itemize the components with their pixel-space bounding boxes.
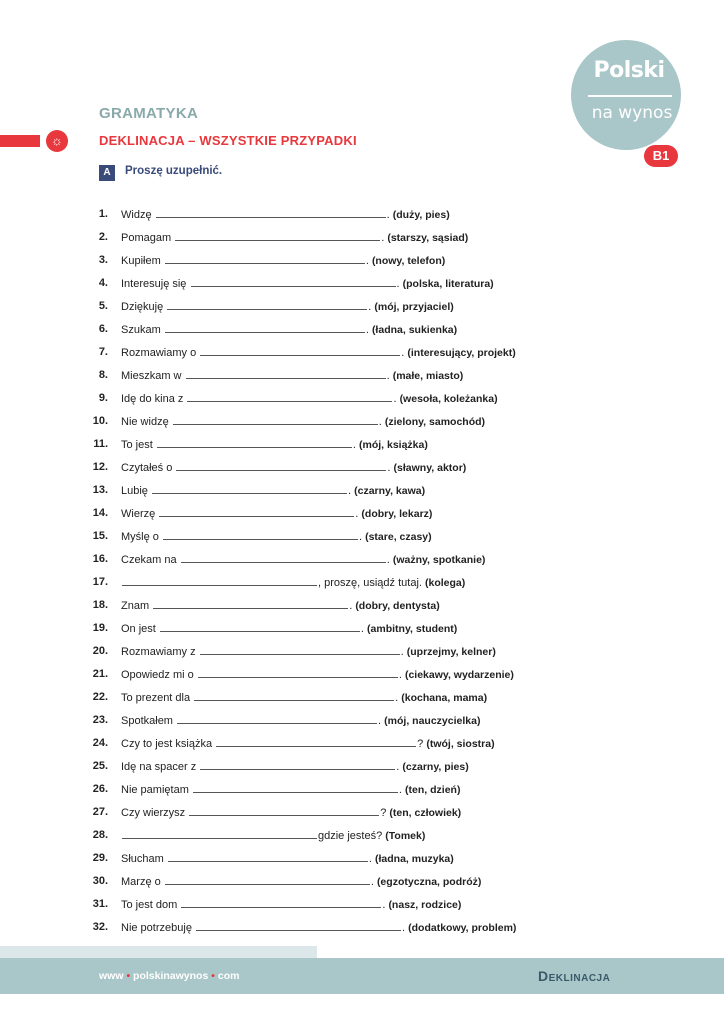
logo-subtitle: na wynos bbox=[591, 103, 673, 123]
exercise-hint: (czarny, kawa) bbox=[354, 485, 426, 497]
exercise-prompt: Szukam bbox=[121, 324, 161, 336]
exercise-sentence bbox=[121, 527, 432, 546]
answer-blank[interactable] bbox=[160, 619, 360, 632]
answer-blank[interactable] bbox=[163, 527, 358, 540]
task-letter-badge: A bbox=[99, 165, 115, 181]
exercise-item bbox=[0, 435, 724, 453]
exercise-item bbox=[0, 274, 724, 292]
exercise-hint: (małe, miasto) bbox=[392, 370, 464, 382]
exercise-prompt: To jest bbox=[121, 439, 153, 451]
exercise-prompt: Rozmawiamy z bbox=[121, 646, 196, 658]
exercise-sentence bbox=[121, 435, 428, 454]
exercise-ending: . bbox=[401, 347, 405, 359]
header-accent-bar bbox=[0, 135, 40, 147]
exercise-ending: ? bbox=[417, 738, 424, 750]
answer-blank[interactable] bbox=[177, 711, 377, 724]
exercise-hint: (ten, człowiek) bbox=[389, 807, 462, 819]
exercise-item bbox=[0, 573, 724, 591]
exercise-number: 25. bbox=[92, 760, 108, 772]
exercise-item bbox=[0, 366, 724, 384]
exercise-number: 1. bbox=[98, 208, 108, 220]
exercise-ending: . bbox=[386, 209, 390, 221]
answer-blank[interactable] bbox=[194, 688, 394, 701]
exercise-prompt: To prezent dla bbox=[121, 692, 191, 704]
exercise-item bbox=[0, 228, 724, 246]
exercise-number: 5. bbox=[98, 300, 108, 312]
exercise-hint: (polska, literatura) bbox=[402, 278, 494, 290]
exercise-hint: (interesujący, projekt) bbox=[407, 347, 516, 359]
answer-blank[interactable] bbox=[165, 251, 365, 264]
footer-topic: Deklinacja bbox=[538, 968, 611, 984]
exercise-number: 16. bbox=[92, 553, 108, 565]
answer-blank[interactable] bbox=[152, 481, 347, 494]
exercise-ending: . bbox=[386, 554, 390, 566]
exercise-number: 30. bbox=[92, 875, 108, 887]
exercise-sentence bbox=[121, 780, 460, 799]
answer-blank[interactable] bbox=[122, 573, 317, 586]
exercise-hint: (dodatkowy, problem) bbox=[408, 922, 517, 934]
answer-blank[interactable] bbox=[176, 458, 386, 471]
exercise-item bbox=[0, 527, 724, 545]
exercise-hint: (mój, nauczycielka) bbox=[384, 715, 481, 727]
exercise-sentence bbox=[121, 550, 485, 569]
exercise-sentence bbox=[121, 918, 516, 937]
answer-blank[interactable] bbox=[200, 343, 400, 356]
exercise-item bbox=[0, 619, 724, 637]
exercise-hint: (nasz, rodzice) bbox=[388, 899, 462, 911]
exercise-number: 12. bbox=[92, 461, 108, 473]
answer-blank[interactable] bbox=[156, 205, 386, 218]
exercise-number: 15. bbox=[92, 530, 108, 542]
exercise-hint: (kochana, mama) bbox=[401, 692, 488, 704]
exercise-item bbox=[0, 872, 724, 890]
answer-blank[interactable] bbox=[181, 895, 381, 908]
exercise-hint: (sławny, aktor) bbox=[393, 462, 467, 474]
exercise-number: 7. bbox=[98, 346, 108, 358]
exercise-hint: (egzotyczna, podróż) bbox=[376, 876, 482, 888]
exercise-item bbox=[0, 504, 724, 522]
answer-blank[interactable] bbox=[168, 849, 368, 862]
exercise-prompt: On jest bbox=[121, 623, 156, 635]
footer-dot-icon: • bbox=[126, 970, 131, 982]
exercise-item bbox=[0, 550, 724, 568]
exercise-sentence bbox=[121, 619, 457, 638]
logo-title: Polski bbox=[593, 58, 665, 83]
exercise-sentence bbox=[121, 895, 461, 914]
exercise-prompt: Widzę bbox=[121, 209, 152, 221]
exercise-number: 10. bbox=[92, 415, 108, 427]
exercise-sentence bbox=[121, 274, 494, 293]
exercise-item bbox=[0, 849, 724, 867]
answer-blank[interactable] bbox=[200, 642, 400, 655]
exercise-number: 24. bbox=[92, 737, 108, 749]
exercise-prompt: Dziękuję bbox=[121, 301, 164, 313]
exercise-sentence bbox=[121, 389, 498, 408]
exercise-number: 32. bbox=[92, 921, 108, 933]
exercise-ending: . bbox=[393, 393, 397, 405]
answer-blank[interactable] bbox=[216, 734, 416, 747]
exercise-sentence bbox=[121, 665, 514, 684]
exercise-sentence bbox=[121, 504, 432, 523]
exercise-hint: (ładna, muzyka) bbox=[374, 853, 454, 865]
exercise-ending: . bbox=[396, 278, 400, 290]
answer-blank[interactable] bbox=[122, 826, 317, 839]
answer-blank[interactable] bbox=[187, 389, 392, 402]
exercise-hint: (Tomek) bbox=[385, 830, 426, 842]
answer-blank[interactable] bbox=[181, 550, 386, 563]
exercise-prompt: Interesuję się bbox=[121, 278, 187, 290]
answer-blank[interactable] bbox=[173, 412, 378, 425]
exercise-number: 3. bbox=[98, 254, 108, 266]
exercise-prompt: Opowiedz mi o bbox=[121, 669, 194, 681]
exercise-ending: . bbox=[398, 784, 402, 796]
exercise-ending: . bbox=[395, 692, 399, 704]
exercise-number: 2. bbox=[98, 231, 108, 243]
exercise-number: 31. bbox=[92, 898, 108, 910]
exercise-hint: (dobry, dentysta) bbox=[355, 600, 440, 612]
exercise-sentence bbox=[121, 458, 466, 477]
exercise-ending: . bbox=[378, 715, 382, 727]
exercise-item bbox=[0, 711, 724, 729]
exercise-prompt: Spotkałem bbox=[121, 715, 173, 727]
footer-stripe bbox=[0, 946, 317, 958]
exercise-item bbox=[0, 803, 724, 821]
exercise-ending: gdzie jesteś? bbox=[318, 830, 383, 842]
exercise-item bbox=[0, 688, 724, 706]
exercise-ending: . bbox=[370, 876, 374, 888]
answer-blank[interactable] bbox=[175, 228, 380, 241]
exercise-sentence bbox=[121, 596, 440, 615]
exercise-hint: (ważny, spotkanie) bbox=[392, 554, 486, 566]
exercise-number: 17. bbox=[92, 576, 108, 588]
exercise-ending: . bbox=[360, 623, 364, 635]
exercise-item bbox=[0, 734, 724, 752]
exercise-number: 28. bbox=[92, 829, 108, 841]
exercise-ending: . bbox=[352, 439, 356, 451]
answer-blank[interactable] bbox=[153, 596, 348, 609]
exercise-prompt: Nie potrzebuję bbox=[121, 922, 192, 934]
exercise-hint: (dobry, lekarz) bbox=[361, 508, 433, 520]
exercise-sentence bbox=[121, 320, 457, 339]
exercise-prompt: Wierzę bbox=[121, 508, 156, 520]
exercise-prompt: Marzę o bbox=[121, 876, 161, 888]
exercise-number: 19. bbox=[92, 622, 108, 634]
exercise-hint: (nowy, telefon) bbox=[371, 255, 446, 267]
exercise-hint: (starszy, sąsiad) bbox=[387, 232, 469, 244]
answer-blank[interactable] bbox=[189, 803, 379, 816]
exercise-prompt: Pomagam bbox=[121, 232, 172, 244]
answer-blank[interactable] bbox=[186, 366, 386, 379]
exercise-ending: . bbox=[365, 324, 369, 336]
answer-blank[interactable] bbox=[165, 320, 365, 333]
exercise-prompt: Nie widzę bbox=[121, 416, 169, 428]
exercise-item bbox=[0, 895, 724, 913]
exercise-prompt: Idę na spacer z bbox=[121, 761, 197, 773]
exercise-sentence bbox=[121, 688, 487, 707]
exercise-sentence bbox=[121, 573, 465, 592]
exercise-hint: (ambitny, student) bbox=[367, 623, 458, 635]
exercise-ending: . bbox=[396, 761, 400, 773]
exercise-prompt: Czekam na bbox=[121, 554, 177, 566]
exercise-prompt: Znam bbox=[121, 600, 150, 612]
exercise-ending: . bbox=[347, 485, 352, 497]
exercise-hint: (wesoła, koleżanka) bbox=[399, 393, 498, 405]
exercise-hint: (ciekawy, wydarzenie) bbox=[404, 669, 514, 681]
exercise-number: 22. bbox=[92, 691, 108, 703]
topic-title: DEKLINACJA – WSZYSTKIE PRZYPADKI bbox=[99, 133, 357, 148]
answer-blank[interactable] bbox=[159, 504, 354, 517]
exercise-prompt: Lubię bbox=[121, 485, 148, 497]
exercise-hint: (stare, czasy) bbox=[365, 531, 432, 543]
exercise-ending: . bbox=[349, 600, 353, 612]
exercise-prompt: Czy to jest książka bbox=[121, 738, 213, 750]
level-badge: B1 bbox=[644, 145, 678, 167]
exercise-ending: . bbox=[378, 416, 382, 428]
exercise-sentence bbox=[121, 803, 461, 822]
exercise-item bbox=[0, 642, 724, 660]
exercise-hint: (ładna, sukienka) bbox=[371, 324, 458, 336]
answer-blank[interactable] bbox=[196, 918, 401, 931]
answer-blank[interactable] bbox=[165, 872, 370, 885]
exercise-sentence bbox=[121, 849, 454, 868]
exercise-item bbox=[0, 320, 724, 338]
exercise-hint: (zielony, samochód) bbox=[384, 416, 486, 428]
exercise-hint: (ten, dzień) bbox=[405, 784, 461, 796]
exercise-sentence bbox=[121, 205, 450, 224]
exercise-item bbox=[0, 481, 724, 499]
exercise-item bbox=[0, 665, 724, 683]
exercise-item bbox=[0, 757, 724, 775]
exercise-sentence bbox=[121, 366, 463, 385]
grammar-icon: ☼ bbox=[46, 130, 68, 152]
exercise-item bbox=[0, 343, 724, 361]
exercise-prompt: Myślę o bbox=[121, 531, 159, 543]
exercise-ending: . bbox=[355, 508, 359, 520]
exercise-item bbox=[0, 205, 724, 223]
exercise-sentence bbox=[121, 481, 425, 500]
exercise-ending: . bbox=[368, 301, 372, 313]
exercise-number: 27. bbox=[92, 806, 108, 818]
exercise-ending: . bbox=[400, 646, 404, 658]
exercise-item bbox=[0, 458, 724, 476]
exercise-prompt: Słucham bbox=[121, 853, 164, 865]
answer-blank[interactable] bbox=[191, 274, 396, 287]
exercise-number: 20. bbox=[92, 645, 108, 657]
exercise-sentence bbox=[121, 642, 496, 661]
logo-underline bbox=[588, 95, 672, 97]
exercise-sentence bbox=[121, 734, 495, 753]
exercise-hint: (mój, książka) bbox=[358, 439, 428, 451]
exercise-sentence bbox=[121, 228, 468, 247]
exercise-ending: . bbox=[387, 462, 391, 474]
exercise-item bbox=[0, 297, 724, 315]
exercise-number: 9. bbox=[98, 392, 108, 404]
exercise-ending: . bbox=[358, 531, 363, 543]
exercise-prompt: Czytałeś o bbox=[121, 462, 173, 474]
exercise-prompt: Nie pamiętam bbox=[121, 784, 189, 796]
exercise-number: 26. bbox=[92, 783, 108, 795]
exercise-prompt: Rozmawiamy o bbox=[121, 347, 197, 359]
exercise-ending: . bbox=[398, 669, 402, 681]
exercise-hint: (twój, siostra) bbox=[426, 738, 495, 750]
exercise-prompt: Kupiłem bbox=[121, 255, 161, 267]
exercise-item bbox=[0, 918, 724, 936]
exercise-hint: (duży, pies) bbox=[392, 209, 450, 221]
answer-blank[interactable] bbox=[157, 435, 352, 448]
exercise-ending: . bbox=[382, 899, 386, 911]
exercise-ending: . bbox=[365, 255, 369, 267]
exercise-hint: (uprzejmy, kelner) bbox=[406, 646, 496, 658]
footer-url-prefix: www bbox=[99, 970, 124, 982]
exercise-sentence bbox=[121, 412, 485, 431]
exercise-number: 8. bbox=[98, 369, 108, 381]
exercise-ending: . bbox=[386, 370, 390, 382]
exercise-sentence bbox=[121, 251, 445, 270]
answer-blank[interactable] bbox=[198, 665, 398, 678]
exercise-number: 4. bbox=[98, 277, 108, 289]
exercise-number: 14. bbox=[92, 507, 108, 519]
answer-blank[interactable] bbox=[200, 757, 395, 770]
exercise-item bbox=[0, 780, 724, 798]
exercise-prompt: Idę do kina z bbox=[121, 393, 184, 405]
exercise-number: 18. bbox=[92, 599, 108, 611]
footer-url bbox=[99, 970, 239, 982]
exercise-sentence bbox=[121, 297, 454, 316]
exercise-item bbox=[0, 826, 724, 844]
exercise-sentence bbox=[121, 711, 480, 730]
footer-url-suffix: com bbox=[217, 970, 240, 982]
exercise-ending: ? bbox=[380, 807, 387, 819]
exercise-ending: . bbox=[368, 853, 372, 865]
exercise-prompt: Mieszkam w bbox=[121, 370, 182, 382]
exercise-ending: . bbox=[402, 922, 406, 934]
exercise-number: 21. bbox=[92, 668, 108, 680]
section-label: GRAMATYKA bbox=[99, 105, 199, 122]
exercise-sentence bbox=[121, 343, 516, 362]
exercise-item bbox=[0, 251, 724, 269]
exercise-number: 11. bbox=[93, 438, 108, 450]
exercise-sentence bbox=[121, 872, 481, 891]
exercise-hint: (kolega) bbox=[425, 577, 466, 589]
exercise-prompt: To jest dom bbox=[121, 899, 178, 911]
exercise-number: 29. bbox=[92, 852, 108, 864]
exercise-sentence bbox=[121, 826, 425, 845]
exercise-hint: (mój, przyjaciel) bbox=[374, 301, 454, 313]
exercise-number: 13. bbox=[92, 484, 108, 496]
exercise-prompt: Czy wierzysz bbox=[121, 807, 186, 819]
footer-dot-icon: • bbox=[211, 970, 215, 982]
exercise-item bbox=[0, 412, 724, 430]
exercise-ending: , proszę, usiądź tutaj. bbox=[318, 577, 422, 589]
exercise-ending: . bbox=[381, 232, 385, 244]
exercise-number: 6. bbox=[98, 323, 108, 335]
exercise-item bbox=[0, 389, 724, 407]
answer-blank[interactable] bbox=[193, 780, 398, 793]
footer-url-domain: polskinawynos bbox=[133, 970, 209, 982]
exercise-number: 23. bbox=[92, 714, 108, 726]
task-instruction: Proszę uzupełnić. bbox=[125, 165, 223, 177]
exercise-sentence bbox=[121, 757, 469, 776]
exercise-item bbox=[0, 596, 724, 614]
exercise-hint: (czarny, pies) bbox=[402, 761, 469, 773]
answer-blank[interactable] bbox=[167, 297, 367, 310]
